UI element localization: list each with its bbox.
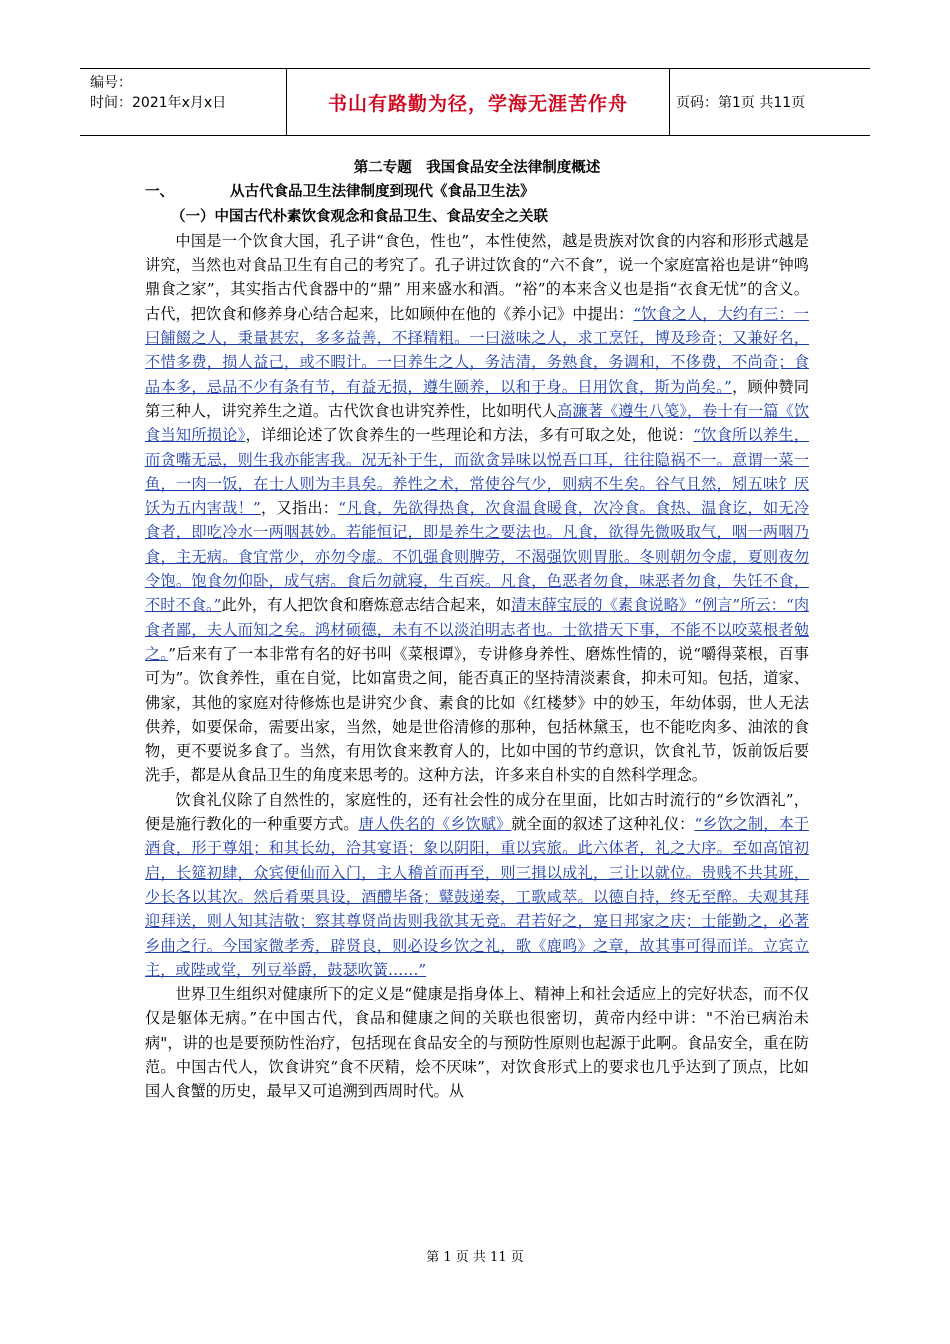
- text-run: 此外，有人把饮食和磨炼意志结合起来，如: [221, 596, 512, 615]
- paragraph-2: [145, 788, 809, 982]
- header-motto: 书山有路勤为径，学海无涯苦作舟: [286, 69, 670, 135]
- paragraph-1: [145, 229, 809, 788]
- quote-link[interactable]: “凡食，先欲得热食，次食温食暖食，次冷食。食热、温食讫，如无冷食者，即吃冷水一两咽甚妙。若能恒记，即是养生之要法也。凡食，欲得先微吸取气，咽一两咽乃食，主无病。食宜常少，亦勿令虚。不饥强食则脾劳，不渴强饮则胃胀。冬则朝勿令虚，夏则夜勿令饱。饱食勿仰卧，成气痞。食后勿就寝，生百疾。凡食，色恶者勿食，味恶者勿食，失饪不食，不时不食。”: [145, 499, 810, 615]
- text-run: ，详细论述了饮食养生的一些理论和方法，多有可取之处，他说：: [245, 426, 694, 445]
- header-meta: [80, 69, 286, 135]
- quote-link[interactable]: 清末薛宝辰的《素食说略》“例言”所云：“肉食者鄙，夫人而知之矣。鸿材硕德，未有不以淡泊明志者也。士欲措天下事，不能不以咬菜根者勉之。: [145, 596, 810, 663]
- text-run: ”后来有了一本非常有名的好书叫《菜根谭》，专讲修身养性、磨炼性情的，说“嚼得菜根，百事可为”。饮食养性，重在自觉，比如富贵之间，能否真正的坚持清淡素食，抑未可知。包括，道家、佛家，其他的家庭对待修炼也是讲究少食、素食的比如《红楼梦》中的妙玉，年幼体弱，世人无法供养，如要保命，需要出家，当然，她是世俗清修的那种，包括林黛玉，也不能吃肉多、油浓的食物，更不要说多食了。当然，有用饮食来教育人的，比如中国的节约意识，饮食礼节，饭前饭后要洗手，都是从食品卫生的角度来思考的。这种方法，许多来自朴实的自然科学理念。: [145, 644, 809, 785]
- doc-time-label: 时间：2021年x月x日: [90, 95, 227, 111]
- page-header: [80, 68, 870, 136]
- section-heading-2: （一）中国古代朴素饮食观念和食品卫生、食品安全之关联: [171, 208, 548, 225]
- quote-link[interactable]: 高濂著《遵生八笺》，卷十有一篇《饮食当知所损论》: [145, 401, 810, 445]
- section-number: 一、: [145, 184, 174, 201]
- section-heading-1: [145, 180, 809, 204]
- section-title: 从古代食品卫生法律制度到现代《食品卫生法》: [230, 184, 535, 201]
- text-run: 中国是一个饮食大国，孔子讲“食色，性也”，本性使然，越是贵族对饮食的内容和形形式越是讲究，当然也对食品卫生有自己的考究了。孔子讲过饮食的“六不食”，说一个家庭富裕也是讲“钟鸣鼎食之家”，其实指古代食器中的“鼎” 用来盛水和酒。“裕”的本来含义也是指“衣食无忧”的含义。古代，把饮食和修养身心结合起来，比如顾仲在他的《养小记》中提出：: [145, 231, 809, 323]
- doc-code-label: 编号：: [90, 75, 132, 91]
- paragraph-3: 世界卫生组织对健康所下的定义是“健康是指身体上、精神上和社会适应上的完好状态，而不仅仅是躯体无病。”在中国古代，食品和健康之间的关联也很密切，黄帝内经中讲："不治已病治未病"，讲的也是要预防性治疗，包括现在食品安全的与预防性原则也起源于此啊。食品安全，重在防范。中国古代人，饮食讲究“食不厌精，烩不厌味”，对饮食形式上的要求也几乎达到了顶点，比如国人食蟹的历史，最早又可追溯到西周时代。从: [145, 985, 809, 1101]
- text-run: ，顾仲赞同第三种人，讲究养生之道。古代饮食也讲究养性，比如明代人: [145, 377, 810, 420]
- page-footer: 第 1 页 共 11 页: [426, 1250, 524, 1265]
- header-page-label: 页码：第1页 共11页: [676, 95, 806, 111]
- text-run: ，又指出：: [260, 499, 339, 518]
- quote-link[interactable]: “乡饮之制，本于酒食，形于尊俎；和其长幼，洽其宴语；象以阴阳，重以宾旅。此六体者，礼之大序。至如高馆初启，长筵初肆，众宾便仙而入门，主人稽首而再至，则三揖以成礼，三让以就位。贵贱不共其班，少长各以其次。然后肴栗具设，酒醴毕备；鼙鼓递奏，工歌咸萃。以德自持，终无至醉。夫观其拜迎拜送，则人知其洁敬；察其尊贤尚齿则我欲其无竞。君若好之，寔日邦家之庆；士能勤之，必著乡曲之行。今国家微孝秀，辟贤良，则必设乡饮之礼，歌《鹿鸣》之章，故其事可得而详。立宾立主，或陛或堂，列豆举爵，鼓瑟吹簧……”: [145, 815, 810, 979]
- quote-link[interactable]: “饮食之人，大约有三：一曰餔餟之人，秉量甚宏，多多益善，不择精粗。一曰滋味之人，求工烹饪，博及珍奇；又兼好名，不惜多费，损人益己，或不暇计。一曰养生之人，务洁清，务熟食，务调和，不侈费，不尚奇；食品本多，忌品不少有条有节，有益无损，遵生颐养，以和于身。日用饮食，斯为尚矣。”: [145, 304, 810, 396]
- doc-title: 第二专题 我国食品安全法律制度概述: [353, 160, 601, 176]
- text-run: 饮食礼仪除了自然性的，家庭性的，还有社会性的成分在里面，比如古时流行的“乡饮酒礼”，便是施行教化的一种重要方式。: [145, 790, 809, 834]
- quote-link[interactable]: 唐人佚名的《乡饮赋》: [358, 815, 512, 834]
- quote-link[interactable]: “饮食所以养生，而贪嘴无忌，则生我亦能害我。况无补于生，而欲贪异味以悦吾口耳，往往隐祸不一。意谓一菜一鱼，一肉一饭，在士人则为丰具矣。养性之术，常使谷气少，则病不生矣。谷气且然，矧五味饣厌饫为五内害哉！”: [145, 426, 810, 518]
- document-body: [145, 156, 809, 1104]
- text-run: 就全面的叙述了这种礼仪：: [511, 815, 695, 834]
